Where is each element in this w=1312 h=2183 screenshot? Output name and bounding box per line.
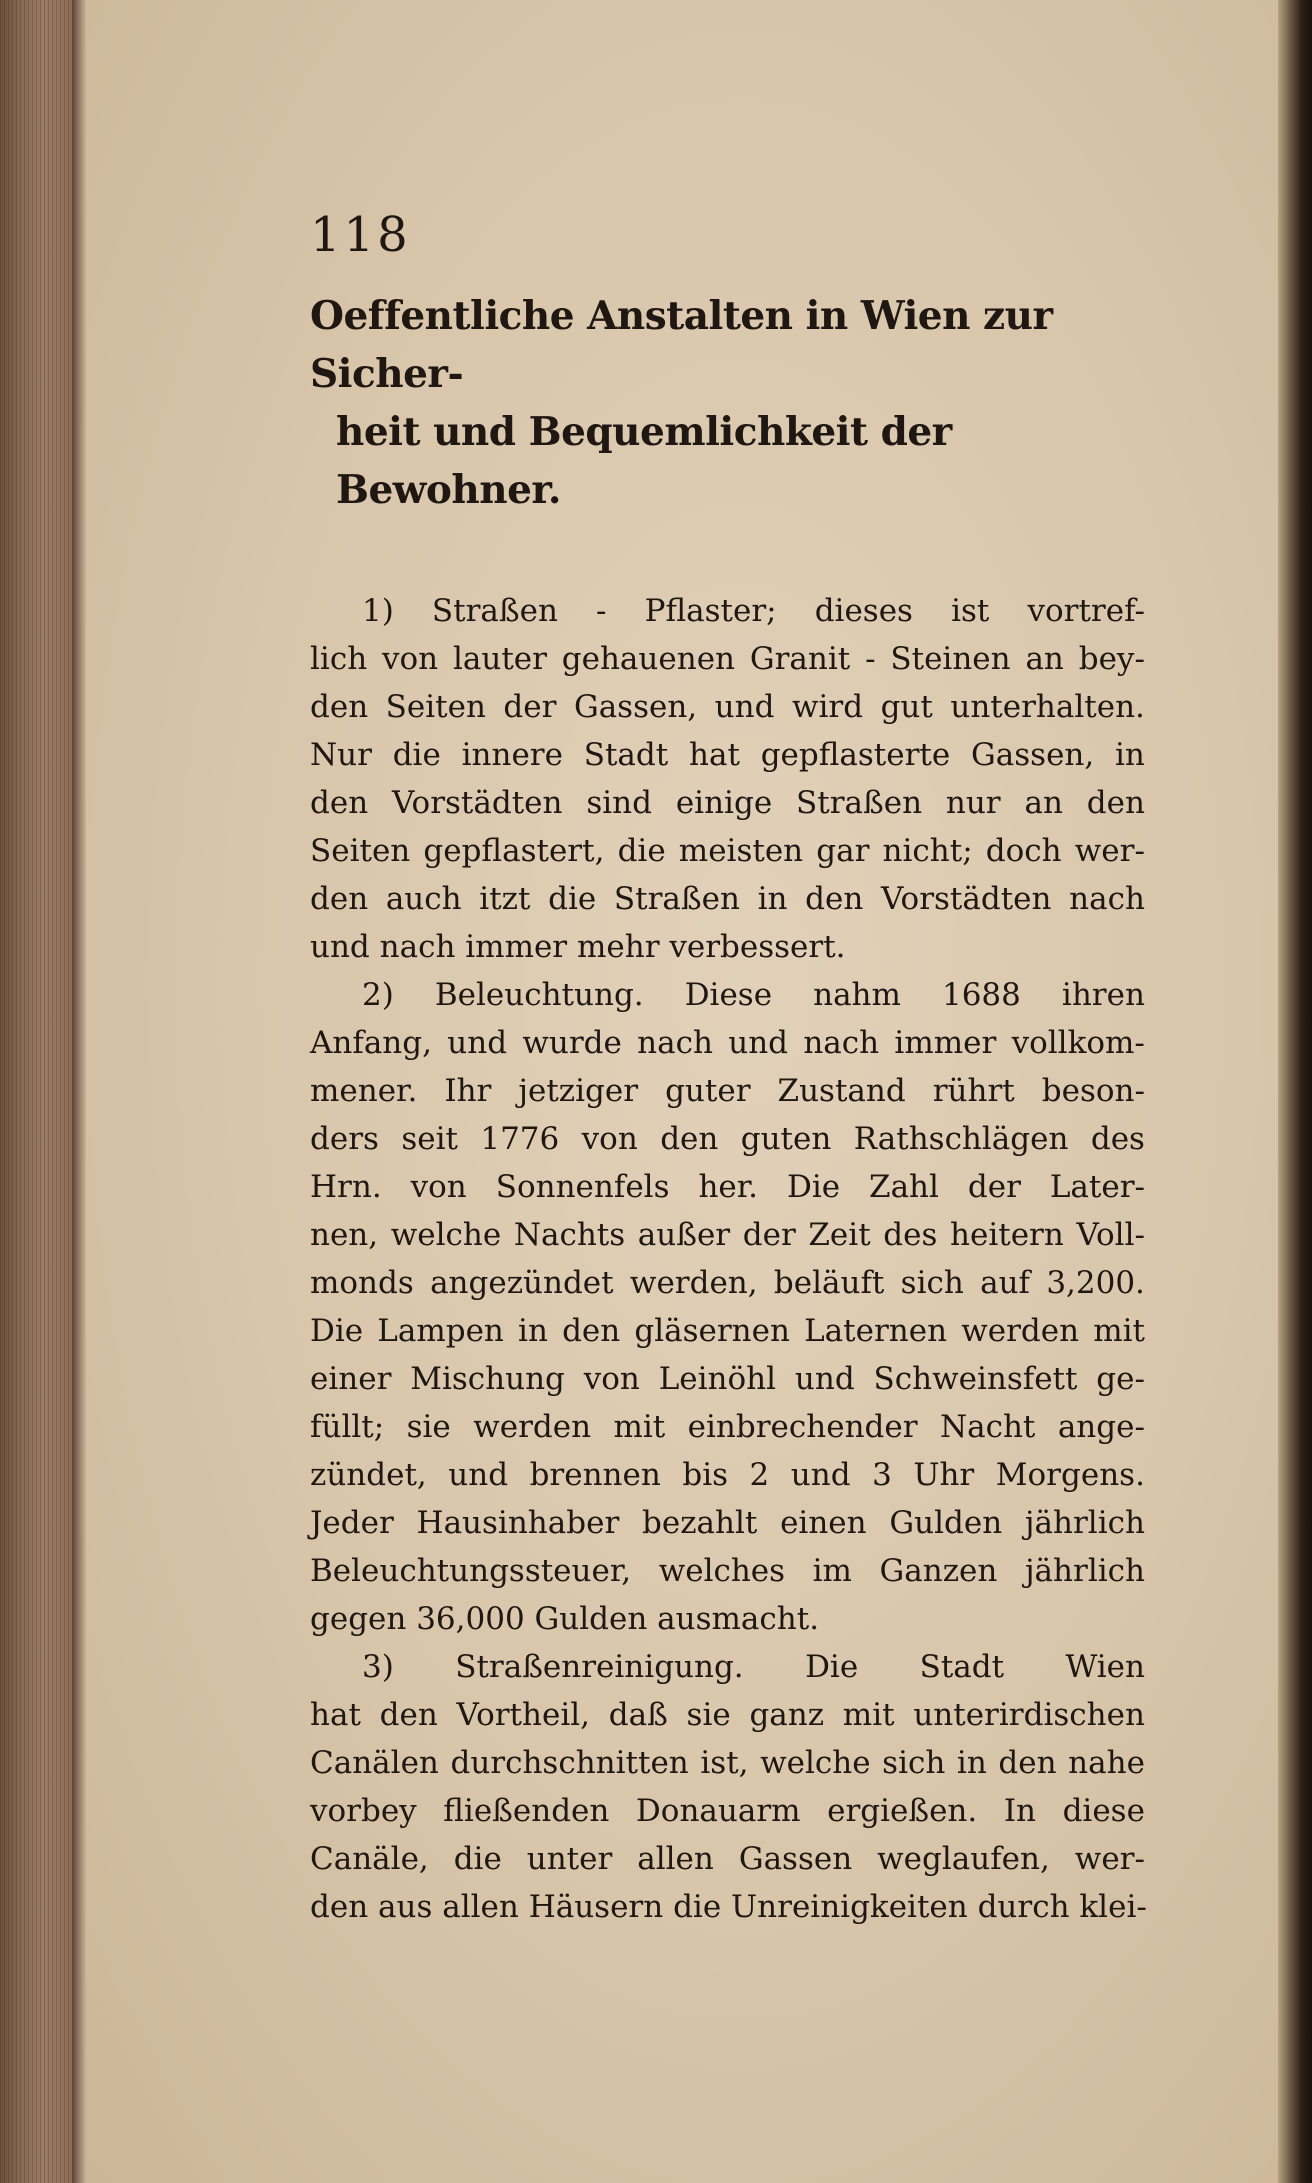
text-line: Anfang, und wurde nach und nach immer vollkom-: [310, 1025, 1145, 1061]
text-line: lich von lauter gehauenen Granit - Steinen an bey-: [310, 641, 1145, 677]
text-line: nen, welche Nachts außer der Zeit des heitern Voll-: [310, 1217, 1145, 1253]
text-line: den Seiten der Gassen, und wird gut unterhalten.: [310, 689, 1145, 725]
text-line: den Vorstädten sind einige Straßen nur an den: [310, 785, 1145, 821]
text-line: einer Mischung von Leinöhl und Schweinsfett ge-: [310, 1361, 1145, 1397]
page-title: [310, 287, 1145, 519]
body-text: [310, 587, 1145, 1931]
text-line: 3) Straßenreinigung. Die Stadt Wien: [362, 1649, 1145, 1685]
text-line: vorbey fließenden Donauarm ergießen. In diese: [310, 1793, 1145, 1829]
text-line: monds angezündet werden, beläuft sich auf 3,200.: [310, 1265, 1145, 1301]
text-line: Canälen durchschnitten ist, welche sich in den nahe: [310, 1745, 1145, 1781]
book-edge-right: [1278, 0, 1312, 2183]
text-line: Beleuchtungssteuer, welches im Ganzen jährlich: [310, 1553, 1145, 1589]
text-line: Canäle, die unter allen Gassen weglaufen, wer-: [310, 1841, 1145, 1877]
text-line: den auch itzt die Straßen in den Vorstädten nach: [310, 881, 1145, 917]
text-line: Jeder Hausinhaber bezahlt einen Gulden jährlich: [310, 1505, 1145, 1541]
text-line: den aus allen Häusern die Unreinigkeiten durch klei-: [310, 1889, 1147, 1925]
text-line: Seiten gepflastert, die meisten gar nicht; doch wer-: [310, 833, 1145, 869]
text-line: gegen 36,000 Gulden ausmacht.: [310, 1601, 820, 1637]
page-stack-lines: [0, 0, 72, 2183]
title-line: heit und Bequemlichkeit der Bewohner.: [336, 409, 952, 513]
text-line: 2) Beleuchtung. Diese nahm 1688 ihren: [362, 977, 1145, 1013]
text-line: hat den Vortheil, daß sie ganz mit unterirdischen: [310, 1697, 1145, 1733]
text-line: Die Lampen in den gläsernen Laternen werden mit: [310, 1313, 1145, 1349]
text-line: 1) Straßen - Pflaster; dieses ist vortref-: [362, 593, 1145, 629]
text-line: zündet, und brennen bis 2 und 3 Uhr Morgens.: [310, 1457, 1145, 1493]
text-line: füllt; sie werden mit einbrechender Nacht ange-: [310, 1409, 1145, 1445]
text-line: Nur die innere Stadt hat gepflasterte Gassen, in: [310, 737, 1145, 773]
text-line: ders seit 1776 von den guten Rathschlägen des: [310, 1121, 1145, 1157]
text-line: mener. Ihr jetziger guter Zustand rührt beson-: [310, 1073, 1145, 1109]
page-text: [310, 205, 1145, 1931]
title-line: Oeffentliche Anstalten in Wien zur Sicher-: [310, 293, 1053, 397]
text-line: Hrn. von Sonnenfels her. Die Zahl der Later-: [310, 1169, 1145, 1205]
page-number: 118: [310, 207, 411, 263]
text-line: und nach immer mehr verbessert.: [310, 929, 846, 965]
binding-gutter: [72, 0, 86, 2183]
